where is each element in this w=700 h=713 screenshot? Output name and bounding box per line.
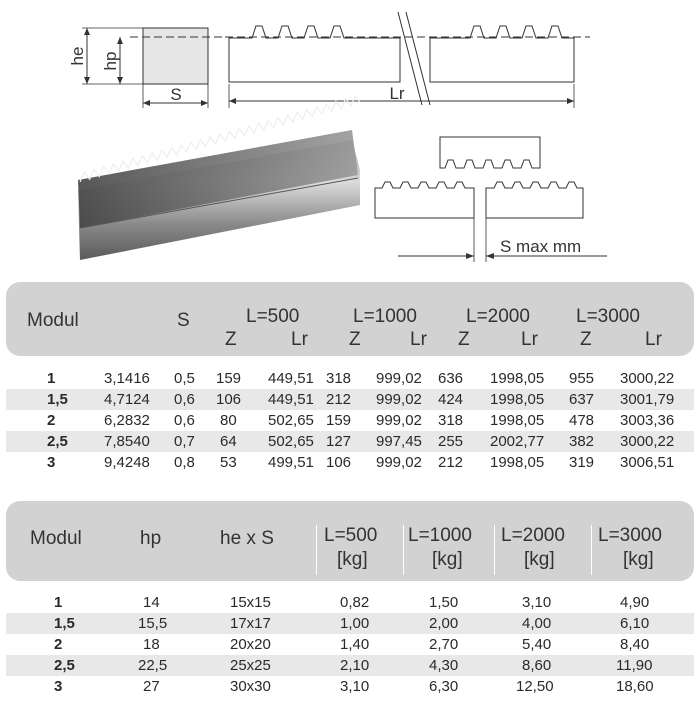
table-cell: 80 [220,412,237,429]
table-cell: 106 [326,454,352,471]
table-cell: 955 [569,370,595,387]
table2-header-l1000: L=1000 [408,525,472,546]
table-cell: 255 [438,433,464,450]
table-cell: 127 [326,433,352,450]
table-cell: 4,90 [620,594,650,611]
table-cell: 159 [216,370,242,387]
header-divider [494,525,495,575]
table1-header-lr-3000: Lr [645,329,662,350]
table-cell: 1,50 [429,594,459,611]
table1-header-l2000: L=2000 [466,306,530,327]
table1-row [6,431,694,452]
table2-header-l500: L=500 [324,525,378,546]
table-cell: 53 [220,454,237,471]
table-cell: 424 [438,391,464,408]
table-cell: 3,10 [340,678,370,695]
table-cell: 7,8540 [104,433,150,450]
table-cell: 17x17 [230,615,271,632]
table-cell: 1,5 [54,615,75,632]
table-cell: 1 [47,370,56,387]
table-cell: 449,51 [268,370,314,387]
table2-header-l2000: L=2000 [501,525,565,546]
table1-header-z-2000: Z [458,329,470,350]
table-cell: 22,5 [138,657,168,674]
table-cell: 1998,05 [490,370,545,387]
table1-header-lr-500: Lr [291,329,308,350]
table-cell: 6,30 [429,678,459,695]
table-cell: 6,2832 [104,412,150,429]
table1-header-z-500: Z [225,329,237,350]
table-cell: 999,02 [376,454,422,471]
table-cell: 999,02 [376,391,422,408]
table-cell: 999,02 [376,370,422,387]
table-cell: 2002,77 [490,433,545,450]
table1-header-modul: Modul [27,310,79,331]
label-s: S [170,85,182,104]
table-cell: 212 [438,454,464,471]
rack-photo [74,95,366,260]
table-cell: 4,30 [429,657,459,674]
table2-header-l3000: L=3000 [598,525,662,546]
table-cell: 3 [54,678,63,695]
table-cell: 212 [326,391,352,408]
header-divider [316,525,317,575]
header-divider [403,525,404,575]
table-cell: 3,1416 [104,370,150,387]
table-cell: 3003,36 [620,412,675,429]
table-cell: 3000,22 [620,433,675,450]
table-cell: 2,00 [429,615,459,632]
table-cell: 18,60 [616,678,654,695]
table-cell: 2,70 [429,636,459,653]
table-cell: 997,45 [376,433,422,450]
table2-header-hp: hp [140,528,162,549]
table1-header-lr-1000: Lr [410,329,427,350]
table1-row [6,452,694,473]
table2-header-hexs: he x S [220,528,274,549]
table2-header-kg-500: [kg] [337,549,368,570]
table-cell: 0,6 [174,391,195,408]
table-cell: 1998,05 [490,454,545,471]
table-cell: 3000,22 [620,370,675,387]
table-cell: 3001,79 [620,391,675,408]
table2-header-kg-1000: [kg] [432,549,463,570]
table-cell: 0,82 [340,594,370,611]
table-cell: 319 [569,454,595,471]
table-cell: 0,6 [174,412,195,429]
table-cell: 18 [143,636,160,653]
table-cell: 8,60 [522,657,552,674]
table2-row [6,592,694,613]
table-cell: 502,65 [268,412,314,429]
table2-row [6,676,694,697]
table-cell: 159 [326,412,352,429]
table-cell: 64 [220,433,237,450]
table-cell: 1998,05 [490,412,545,429]
table2-header-kg-3000: [kg] [623,549,654,570]
table-cell: 999,02 [376,412,422,429]
table-cell: 4,00 [522,615,552,632]
table-cell: 15x15 [230,594,271,611]
rack-side-view [225,12,590,108]
table-cell: 2 [47,412,56,429]
label-smax: S max mm [500,237,582,256]
table-cell: 1,5 [47,391,68,408]
table-cell: 2,5 [54,657,75,674]
table-cell: 1,00 [340,615,370,632]
table1-header-l500: L=500 [246,306,300,327]
table-cell: 637 [569,391,595,408]
table-cell: 0,5 [174,370,195,387]
table1-header-z-3000: Z [580,329,592,350]
table-cell: 15,5 [138,615,168,632]
table-cell: 318 [438,412,464,429]
table-cell: 478 [569,412,595,429]
table1-header-lr-2000: Lr [521,329,538,350]
table-cell: 1,40 [340,636,370,653]
table-cell: 0,7 [174,433,195,450]
table-cell: 6,10 [620,615,650,632]
table-cell: 8,40 [620,636,650,653]
table2-row [6,655,694,676]
label-lr: Lr [389,84,405,103]
table-cell: 502,65 [268,433,314,450]
technical-drawing [0,0,700,270]
table-cell: 9,4248 [104,454,150,471]
table1-header [6,282,694,356]
table-cell: 0,8 [174,454,195,471]
table-cell: 12,50 [516,678,554,695]
table-cell: 4,7124 [104,391,150,408]
table-cell: 636 [438,370,464,387]
table1-header-s: S [177,310,190,331]
table-cell: 382 [569,433,595,450]
table2-header-modul: Modul [30,528,82,549]
table-cell: 3 [47,454,56,471]
table1-row [6,410,694,431]
header-divider [591,525,592,575]
table-cell: 27 [143,678,160,695]
table-cell: 20x20 [230,636,271,653]
table1-header-l3000: L=3000 [576,306,640,327]
table2-row [6,634,694,655]
table-cell: 2 [54,636,63,653]
table-cell: 11,90 [616,657,653,674]
table-cell: 30x30 [230,678,271,695]
label-hp: hp [101,51,120,71]
table-cell: 1 [54,594,63,611]
table2-row [6,613,694,634]
table1-row [6,389,694,410]
table-cell: 499,51 [268,454,314,471]
table1-header-z-1000: Z [349,329,361,350]
table-cell: 2,5 [47,433,68,450]
table-cell: 3006,51 [620,454,675,471]
table-cell: 449,51 [268,391,314,408]
table-cell: 106 [216,391,242,408]
table-cell: 14 [143,594,160,611]
table-cell: 5,40 [522,636,552,653]
table1-row [6,368,694,389]
table-cell: 1998,05 [490,391,545,408]
table2-header-kg-2000: [kg] [524,549,555,570]
table1-header-l1000: L=1000 [353,306,417,327]
table2-header [6,501,694,581]
table-cell: 318 [326,370,352,387]
label-he: he [68,46,87,66]
table-cell: 25x25 [230,657,271,674]
table-cell: 3,10 [522,594,552,611]
table-cell: 2,10 [340,657,370,674]
